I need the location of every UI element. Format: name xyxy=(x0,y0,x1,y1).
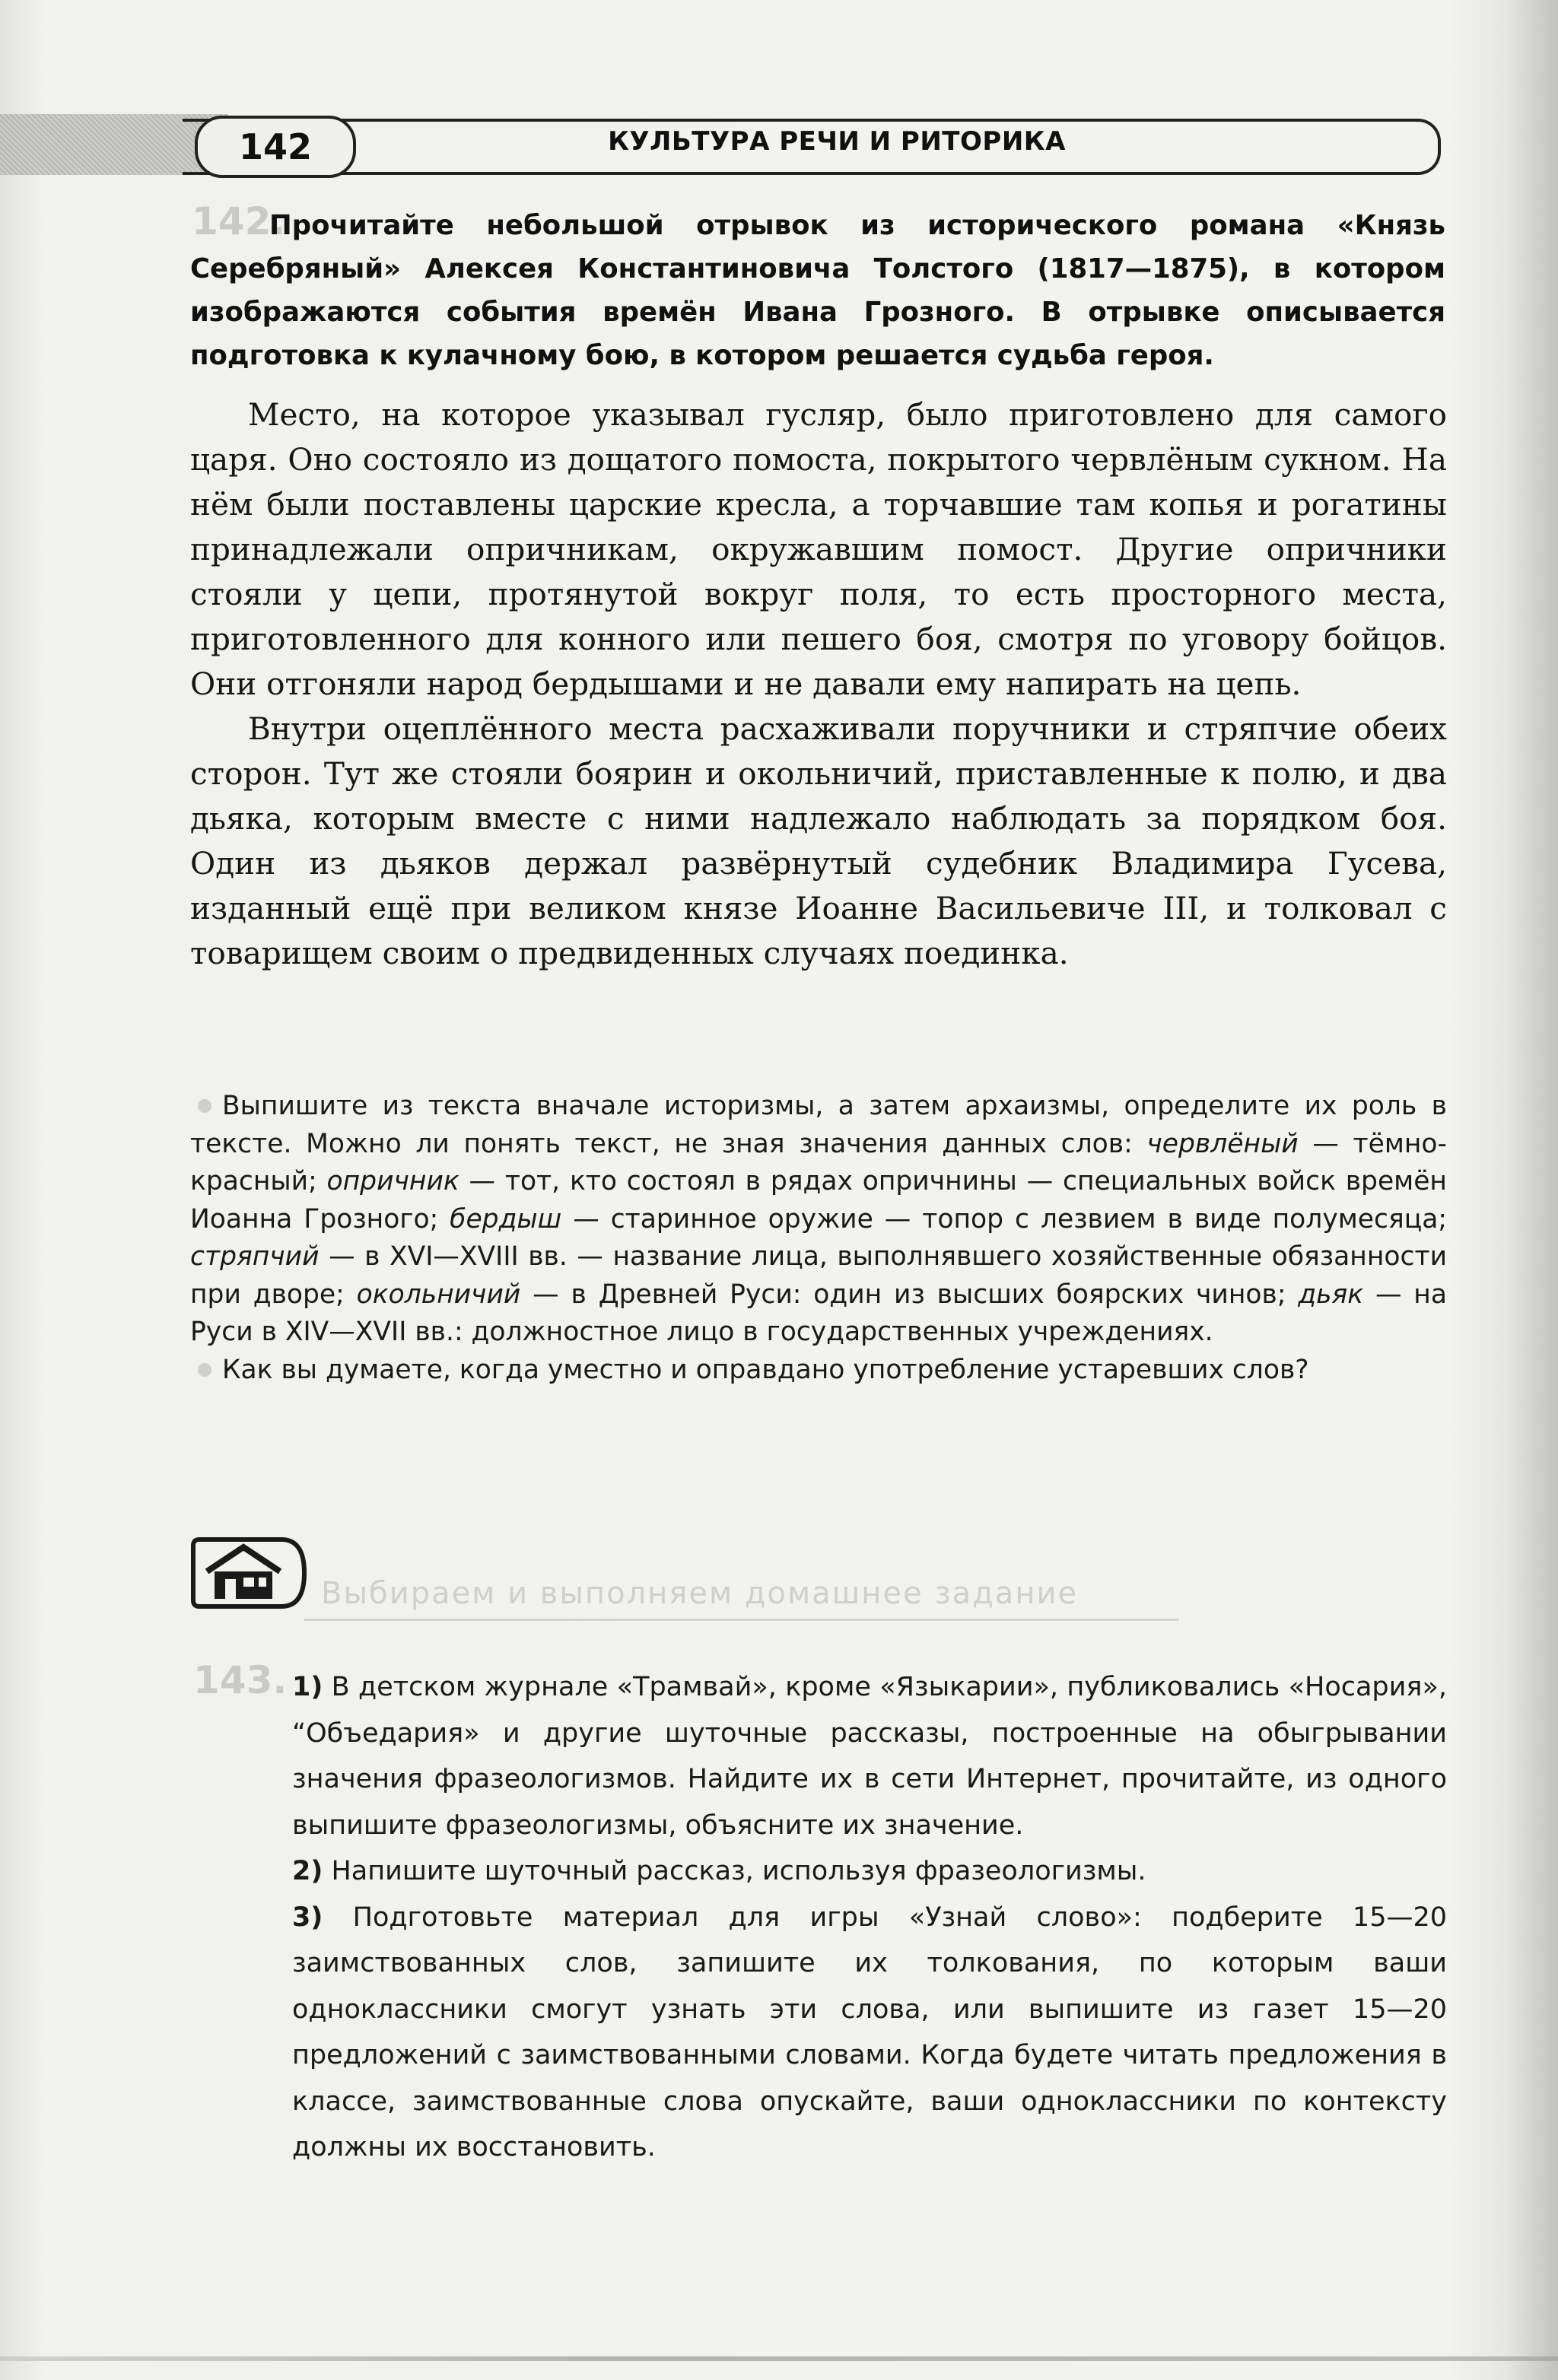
gloss-word: стряпчий xyxy=(190,1241,320,1272)
homework-item: 3) Подготовьте материал для игры «Узнай слово»: подберите 15—20 заимствованных слов, запишите их толкования, по которым ваши одноклассники смогут узнать эти слова, или выпишите из газет 15—20 предложений с заимствованными словами. Когда будете читать предложения в классе, заимствованные слова опускайте, ваши одноклассники по контексту должны их восстановить. xyxy=(292,1902,1447,2162)
running-title: КУЛЬТУРА РЕЧИ И РИТОРИКА xyxy=(608,126,1066,157)
gloss-word: окольничий xyxy=(356,1279,521,1310)
exercise-questions xyxy=(190,1088,1447,1389)
home-icon xyxy=(190,1535,312,1611)
excerpt-paragraph: Внутри оцеплённого места расхаживали поручники и стряпчие обеих сторон. Тут же стояли боярин и окольничий, приставленные к полю, и два дьяка, которым вместе с ними надлежало наблюдать за порядком боя. Один из дьяков держал развёрнутый судебник Владимира Гусева, изданный ещё при великом князе Иоанне Васильевиче III, и толковал с товарищем своим о предвиденных случаях поединка. xyxy=(190,710,1447,971)
question-2: Как вы думаете, когда уместно и оправдано употребление устаревших слов? xyxy=(190,1352,1447,1390)
gloss-word: дьяк xyxy=(1298,1279,1364,1310)
page-number-box xyxy=(195,116,356,178)
gloss-word: опричник xyxy=(326,1166,459,1196)
exercise-task-text: Прочитайте небольшой отрывок из исторического романа «Князь Серебряный» Алексея Константиновича Толстого (1817—1875), в котором изображаются события времён Ивана Грозного. В отрывке описывается подготовка к кулачному бою, в котором решается судьба героя. xyxy=(190,210,1445,371)
bullet-icon xyxy=(198,1363,211,1377)
homework-tasks xyxy=(292,1664,1447,2171)
section-divider xyxy=(304,1619,1179,1621)
page-number: 142 xyxy=(238,126,313,167)
excerpt-text xyxy=(190,392,1447,976)
binding-shadow xyxy=(1505,0,1558,2380)
exercise-task xyxy=(190,204,1445,377)
homework-item: 1) В детском журнале «Трамвай», кроме «Языкарии», публиковались «Носария», “Объедария» и другие шуточные рассказы, построенные на обыгрывании значения фразеологизмов. Найдите их в сети Интернет, прочитайте, из одного выпишите фразеологизмы, объясните их значение. xyxy=(292,1672,1447,1841)
exercise-number: 143. xyxy=(193,1658,288,1702)
excerpt-paragraph: Место, на которое указывал гусляр, было приготовлено для самого царя. Оно состояло из дощатого помоста, покрытого червлёным сукном. На нём были поставлены царские кресла, а торчавшие там копья и рогатины принадлежали опричникам, окружавшим помост. Другие опричники стояли у цепи, протянутой вокруг поля, то есть просторного места, приготовленного для конного или пешего боя, смотря по уговору бойцов. Они отгоняли народ бердышами и не давали ему напирать на цепь. xyxy=(190,396,1447,702)
homework-section-title: Выбираем и выполняем домашнее задание xyxy=(321,1576,1079,1611)
exercise-number: 142. xyxy=(192,199,286,243)
question-1: Выпишите из текста вначале историзмы, а затем архаизмы, определите их роль в тексте. Можно ли понять текст, не зная значения данных слов: червлёный — тёмно-красный; опричник — тот, кто состоял в рядах опричнины — специальных войск времён Иоанна Грозного; бердыш — старинное оружие — топор с лезвием в виде полумесяца; стряпчий — в XVI—XVIII вв. — название лица, выполнявшего хозяйственные обязанности при дворе; окольничий — в Древней Руси: один из высших боярских чинов; дьяк — на Руси в XIV—XVII вв.: должностное лицо в государственных учреждениях. xyxy=(190,1091,1448,1347)
bullet-icon xyxy=(198,1099,211,1113)
homework-item: 2) Напишите шуточный рассказ, используя фразеологизмы. xyxy=(292,1856,1146,1886)
gloss-word: червлёный xyxy=(1146,1128,1299,1159)
gloss-word: бердыш xyxy=(450,1203,562,1234)
page-bottom-edge xyxy=(0,2356,1558,2361)
